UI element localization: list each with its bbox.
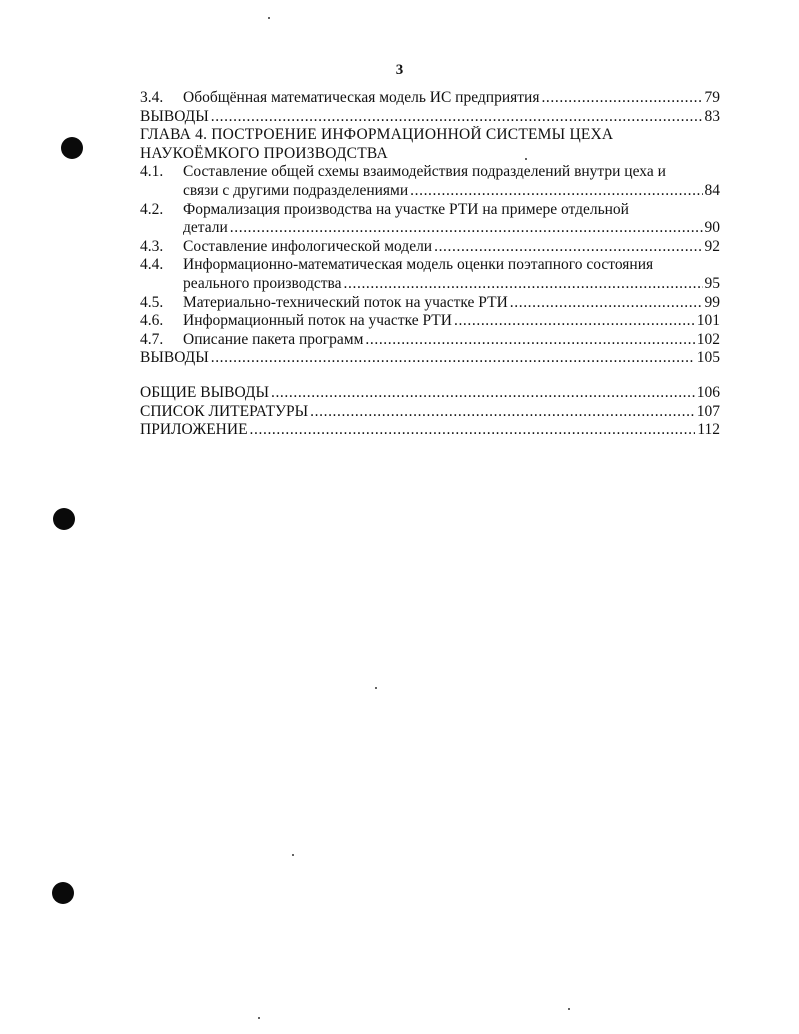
entry-title: Информационный поток на участке РТИ <box>183 312 452 330</box>
page-ref: 92 <box>704 237 720 255</box>
toc-entry <box>140 421 720 440</box>
table-of-contents <box>140 89 720 440</box>
toc-section-entry <box>140 294 720 313</box>
page-ref: 83 <box>704 107 720 125</box>
page-ref: 106 <box>696 383 720 401</box>
entry-title: Описание пакета программ <box>183 330 364 348</box>
toc-section-entry <box>140 163 720 200</box>
page-ref: 90 <box>704 219 720 237</box>
toc-section-entry <box>140 89 720 108</box>
page-ref: 112 <box>697 421 720 439</box>
entry-title: детали <box>183 219 228 237</box>
toc-entry <box>140 403 720 422</box>
dot-leader <box>434 238 702 257</box>
toc-section-entry <box>140 331 720 350</box>
page-ref: 107 <box>696 402 720 420</box>
section-number: 4.4. <box>140 256 164 274</box>
page-ref: 105 <box>696 349 720 367</box>
toc-section-entry <box>140 201 720 238</box>
page-ref: 102 <box>696 330 720 348</box>
dot-leader <box>410 182 702 201</box>
page-ref: 101 <box>696 312 720 330</box>
page-number: 3 <box>395 62 404 78</box>
dot-leader <box>211 108 703 127</box>
chapter-heading-line: НАУКОЁМКОГО ПРОИЗВОДСТВА <box>140 144 388 162</box>
entry-title-line: Формализация производства на участке РТИ на примере отдельной <box>183 200 629 218</box>
section-number: 3.4. <box>140 89 164 106</box>
toc-entry <box>140 349 720 368</box>
toc-section-entry <box>140 256 720 293</box>
binder-hole-bottom <box>52 882 74 904</box>
dot-leader <box>250 421 696 440</box>
chapter-heading-line: ГЛАВА 4. ПОСТРОЕНИЕ ИНФОРМАЦИОННОЙ СИСТЕМЫ ЦЕХА <box>140 126 614 144</box>
toc-spacer <box>140 368 720 384</box>
dot-leader <box>310 403 695 422</box>
page-ref: 99 <box>704 293 720 311</box>
section-number: 4.6. <box>140 312 164 330</box>
entry-title: реального производства <box>183 274 342 292</box>
page-ref: 79 <box>704 89 720 106</box>
entry-title: СПИСОК ЛИТЕРАТУРЫ <box>140 402 309 420</box>
page-ref: 84 <box>704 181 720 199</box>
entry-title-line: Составление общей схемы взаимодействия подразделений внутри цеха и <box>183 163 666 181</box>
scan-speck <box>375 687 377 689</box>
entry-title-line: Информационно-математическая модель оценки поэтапного состояния <box>183 256 654 274</box>
toc-section-entry <box>140 238 720 257</box>
page-ref: 95 <box>704 274 720 292</box>
scan-speck <box>568 1008 570 1010</box>
entry-title: связи с другими подразделениями <box>183 181 409 199</box>
dot-leader <box>454 312 695 331</box>
toc-chapter-heading <box>140 126 720 163</box>
scan-speck <box>258 1017 260 1019</box>
toc-section-entry <box>140 312 720 331</box>
dot-leader <box>541 89 702 108</box>
dot-leader <box>344 275 703 294</box>
section-number: 4.2. <box>140 200 164 218</box>
entry-title: Составление инфологической модели <box>183 237 433 255</box>
dot-leader <box>510 294 703 313</box>
entry-title: ОБЩИЕ ВЫВОДЫ <box>140 383 269 401</box>
toc-entry <box>140 108 720 127</box>
section-number: 4.3. <box>140 237 164 255</box>
dot-leader <box>230 219 703 238</box>
entry-title: ВЫВОДЫ <box>140 349 209 367</box>
entry-title: Материально-технический поток на участке РТИ <box>183 293 508 311</box>
binder-hole-top <box>61 137 83 159</box>
section-number: 4.1. <box>140 163 164 181</box>
binder-hole-middle <box>53 508 75 530</box>
scan-speck <box>292 854 294 856</box>
section-number: 4.7. <box>140 330 164 348</box>
dot-leader <box>271 384 695 403</box>
toc-entry <box>140 384 720 403</box>
scan-speck <box>268 17 270 19</box>
entry-title: Обобщённая математическая модель ИС предприятия <box>183 89 540 106</box>
entry-title: ВЫВОДЫ <box>140 107 209 125</box>
section-number: 4.5. <box>140 293 164 311</box>
entry-title: ПРИЛОЖЕНИЕ <box>140 421 248 439</box>
dot-leader <box>365 331 694 350</box>
dot-leader <box>211 349 695 368</box>
